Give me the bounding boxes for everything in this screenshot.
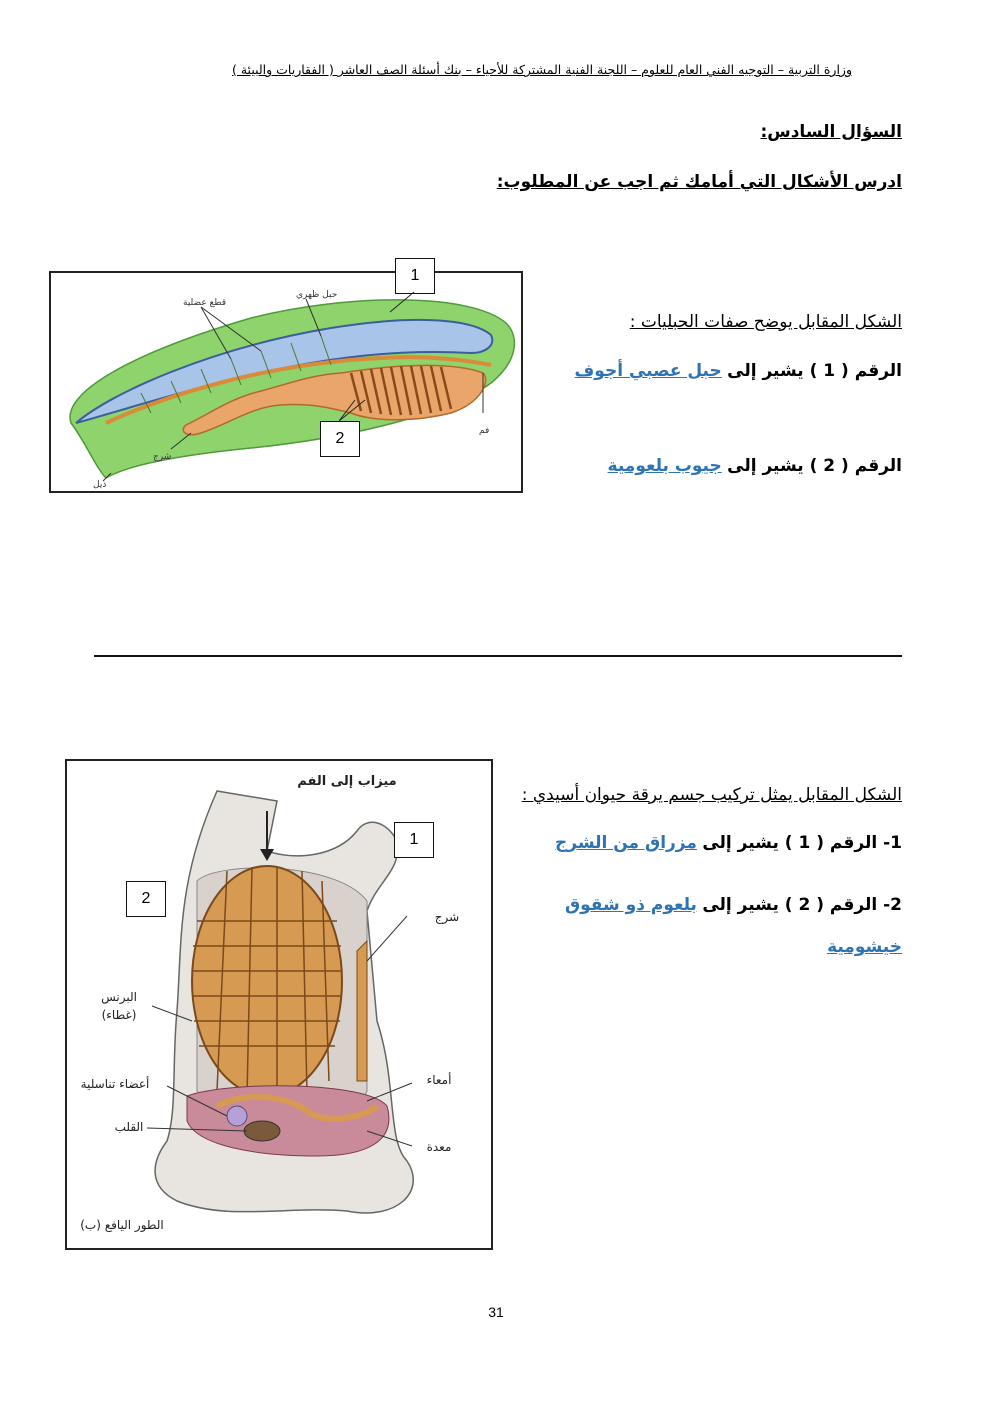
part1-intro: الشكل المقابل يوضح صفات الحبليات : (629, 312, 902, 332)
figure2-box-2: 2 (126, 881, 166, 917)
figure2-box-1: 1 (394, 822, 434, 858)
label-tunic: البرنس (101, 990, 137, 1004)
question-instruction: ادرس الأشكال التي أمامك ثم اجب عن المطلوب: (496, 172, 902, 192)
page-header: وزارة التربية – التوجيه الفني العام للعلوم – اللجنة الفنية المشتركة للأحياء – بنك أسئلة الصف العاشر ( الفقاريات والبيئة ) (232, 62, 852, 77)
label-heart: القلب (114, 1120, 144, 1134)
label-anus: شرج (153, 452, 172, 462)
label-intestine: أمعاء (426, 1073, 452, 1087)
label-stomach: معدة (426, 1140, 452, 1154)
part2-item2-answer-cont: خيشومية (827, 937, 902, 957)
figure-amphioxus (49, 271, 523, 493)
label-mouth-siphon: ميزاب إلى الفم (297, 774, 397, 789)
question-title: السؤال السادس: (760, 122, 902, 142)
figure2-caption: (ب) الطور اليافع (80, 1218, 164, 1232)
part2-item2-cont (827, 937, 902, 957)
label-tunic-sub: (غطاء) (101, 1008, 137, 1022)
part2-intro: الشكل المقابل يمثل تركيب جسم يرقة حيوان أسيدي : (521, 785, 902, 805)
part2-item2-answer: بلعوم ذو شقوق (564, 895, 697, 915)
section-divider (94, 655, 902, 657)
amphioxus-illustration (51, 273, 521, 491)
label-nerve-cord: حبل ظهري (296, 290, 338, 300)
part1-item1-answer: حبل عصبي أجوف (574, 361, 722, 381)
figure1-box-1: 1 (395, 258, 435, 294)
part2-item2: 2- الرقم ( 2 ) يشير إلى بلعوم ذو شقوق (564, 895, 902, 915)
figure1-box-2: 2 (320, 421, 360, 457)
part2-item1-answer: مزراق من الشرج (555, 833, 697, 853)
page-number: 31 (488, 1304, 504, 1320)
label-muscle-segments: قطع عضلية (183, 298, 227, 308)
part1-item2: الرقم ( 2 ) يشير إلى جيوب بلعومية (607, 456, 902, 476)
label-gonads: أعضاء تناسلية (80, 1077, 150, 1091)
label-mouth: فم (479, 426, 490, 436)
label-tail: ذيل (93, 480, 107, 490)
part1-item2-answer: جيوب بلعومية (607, 456, 722, 476)
part2-item1: 1- الرقم ( 1 ) يشير إلى مزراق من الشرج (555, 833, 902, 853)
label-anus: شرج (434, 910, 460, 924)
part1-item1: الرقم ( 1 ) يشير إلى حبل عصبي أجوف (574, 361, 902, 381)
